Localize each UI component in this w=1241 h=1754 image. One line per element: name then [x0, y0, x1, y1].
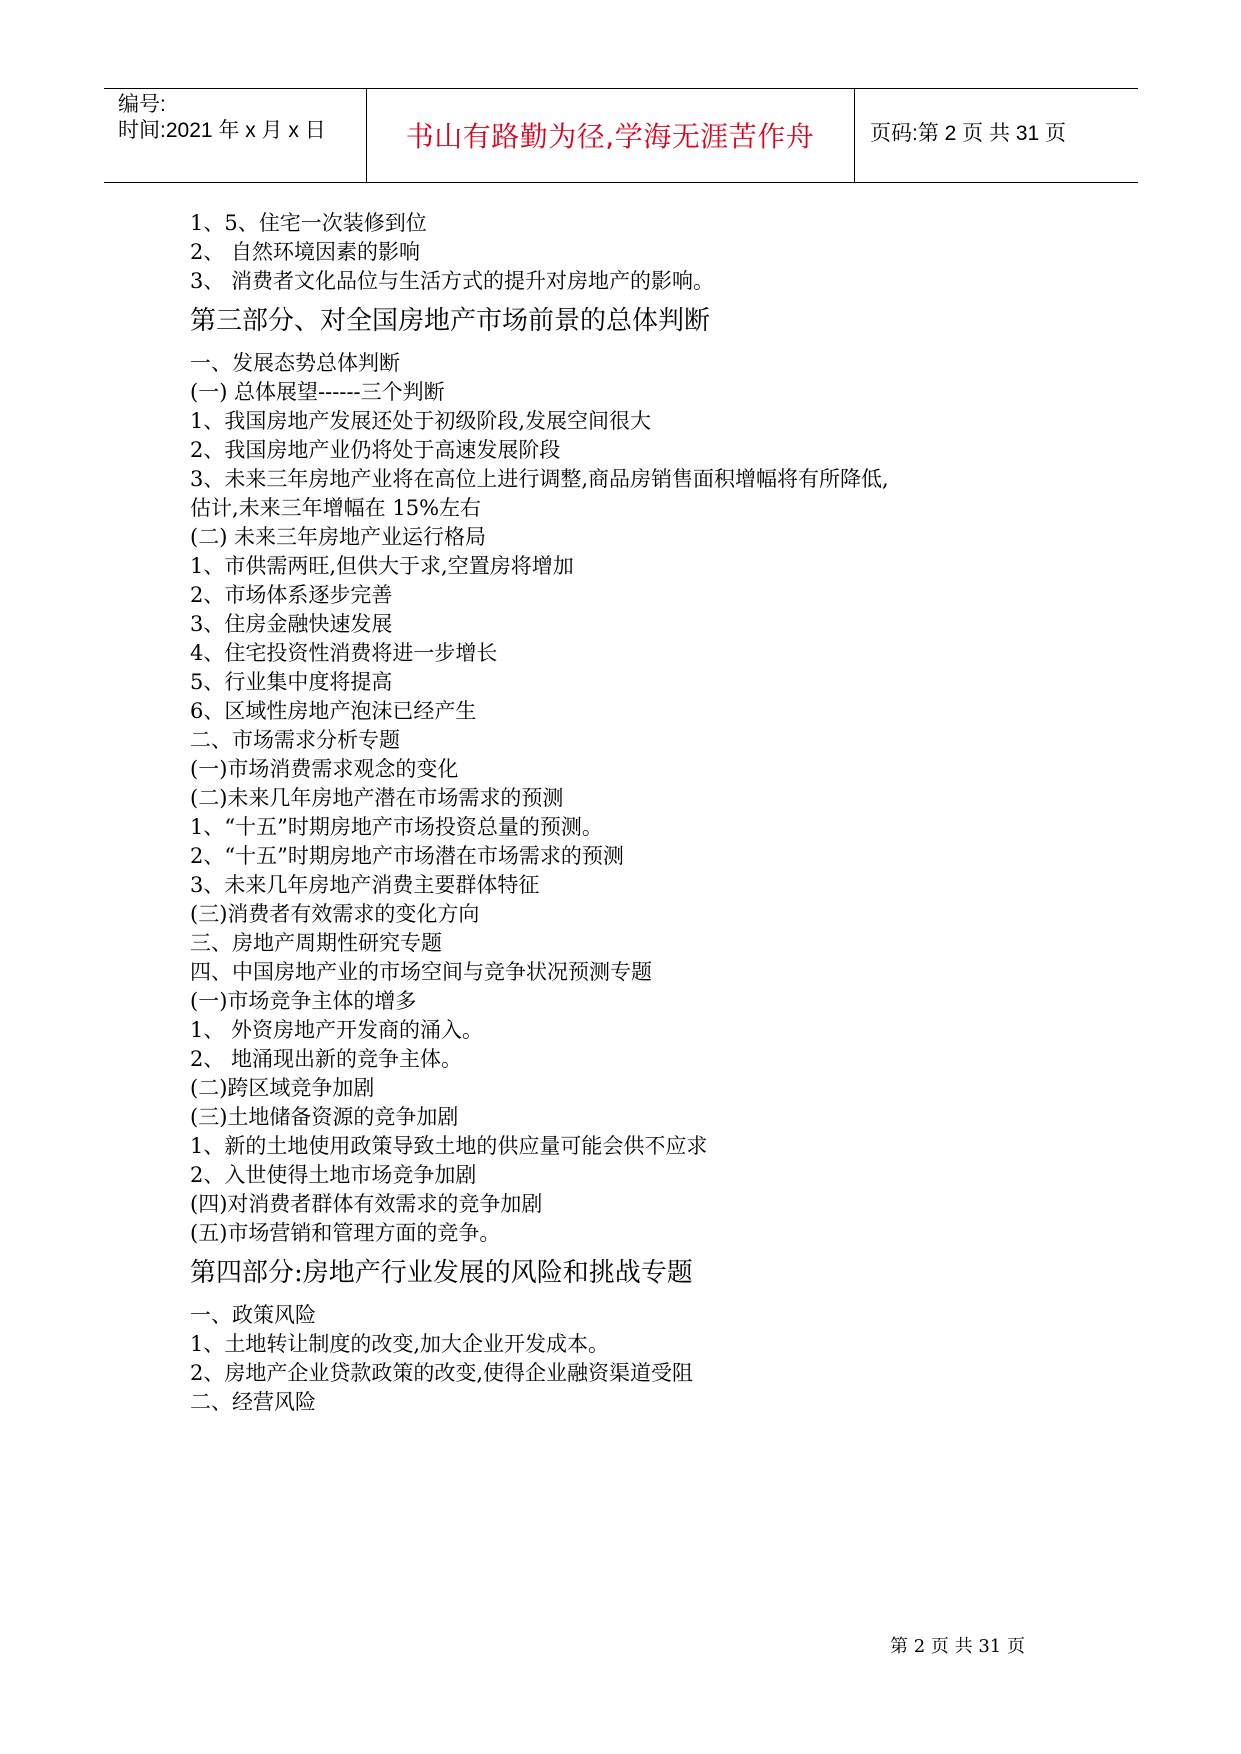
body-line: 1、市供需两旺,但供大于求,空置房将增加 — [190, 554, 574, 578]
body-line: 二、经营风险 — [190, 1390, 316, 1414]
header-page-number: 页码:第 2 页 共 31 页 — [870, 122, 1067, 145]
body-line: 四、中国房地产业的市场空间与竞争状况预测专题 — [190, 960, 652, 984]
body-line: 2、 自然环境因素的影响 — [190, 240, 421, 264]
body-line: 2、市场体系逐步完善 — [190, 583, 393, 607]
body-line: 1、“十五”时期房地产市场投资总量的预测。 — [190, 815, 603, 839]
body-line: 1、我国房地产发展还处于初级阶段,发展空间很大 — [190, 409, 652, 433]
body-line: (二)跨区域竞争加剧 — [190, 1076, 375, 1100]
document-time-label: 时间:2021 年 x 月 x 日 — [118, 119, 326, 142]
body-line: 2、我国房地产业仍将处于高速发展阶段 — [190, 438, 561, 462]
body-line: 一、发展态势总体判断 — [190, 351, 400, 375]
body-line: 2、入世使得土地市场竞争加剧 — [190, 1163, 477, 1187]
body-line: 1、新的土地使用政策导致土地的供应量可能会供不应求 — [190, 1134, 708, 1158]
body-line: 2、 地涌现出新的竞争主体。 — [190, 1047, 463, 1071]
body-line: 估计,未来三年增幅在 15%左右 — [190, 496, 482, 520]
body-line: 3、未来几年房地产消费主要群体特征 — [190, 873, 540, 897]
header-page-cell — [854, 89, 1138, 182]
body-line: 3、未来三年房地产业将在高位上进行调整,商品房销售面积增幅将有所降低, — [190, 467, 889, 491]
body-line: 6、区域性房地产泡沫已经产生 — [190, 699, 477, 723]
section-heading: 第三部分、对全国房地产市场前景的总体判断 — [190, 306, 711, 336]
body-line: (一)市场消费需求观念的变化 — [190, 757, 459, 781]
body-line: (四)对消费者群体有效需求的竞争加剧 — [190, 1192, 543, 1216]
page-header — [104, 88, 1138, 183]
body-line: 3、住房金融快速发展 — [190, 612, 393, 636]
page-footer: 第 2 页 共 31 页 — [890, 1636, 1025, 1657]
body-line: (一)市场竞争主体的增多 — [190, 989, 417, 1013]
body-line: (三)消费者有效需求的变化方向 — [190, 902, 480, 926]
body-line: 二、市场需求分析专题 — [190, 728, 400, 752]
body-line: (二) 未来三年房地产业运行格局 — [190, 525, 487, 549]
body-line: 5、行业集中度将提高 — [190, 670, 393, 694]
body-line: 1、5、住宅一次装修到位 — [190, 211, 427, 235]
body-line: 一、政策风险 — [190, 1303, 316, 1327]
header-motto-cell — [366, 89, 855, 182]
body-line: 2、“十五”时期房地产市场潜在市场需求的预测 — [190, 844, 624, 868]
body-line: 4、住宅投资性消费将进一步增长 — [190, 641, 498, 665]
body-line: (三)土地储备资源的竞争加剧 — [190, 1105, 459, 1129]
header-meta-cell — [104, 89, 367, 182]
body-line: (五)市场营销和管理方面的竞争。 — [190, 1221, 501, 1245]
body-line: 1、土地转让制度的改变,加大企业开发成本。 — [190, 1332, 610, 1356]
body-line: (一) 总体展望------三个判断 — [190, 380, 445, 404]
body-line: 三、房地产周期性研究专题 — [190, 931, 442, 955]
header-motto: 书山有路勤为径,学海无涯苦作舟 — [405, 120, 815, 153]
body-line: 3、 消费者文化品位与生活方式的提升对房地产的影响。 — [190, 269, 715, 293]
body-line: (二)未来几年房地产潜在市场需求的预测 — [190, 786, 564, 810]
body-line: 2、房地产企业贷款政策的改变,使得企业融资渠道受阻 — [190, 1361, 694, 1385]
section-heading: 第四部分:房地产行业发展的风险和挑战专题 — [190, 1258, 693, 1288]
body-line: 1、 外资房地产开发商的涌入。 — [190, 1018, 484, 1042]
document-number-label: 编号: — [118, 93, 166, 116]
